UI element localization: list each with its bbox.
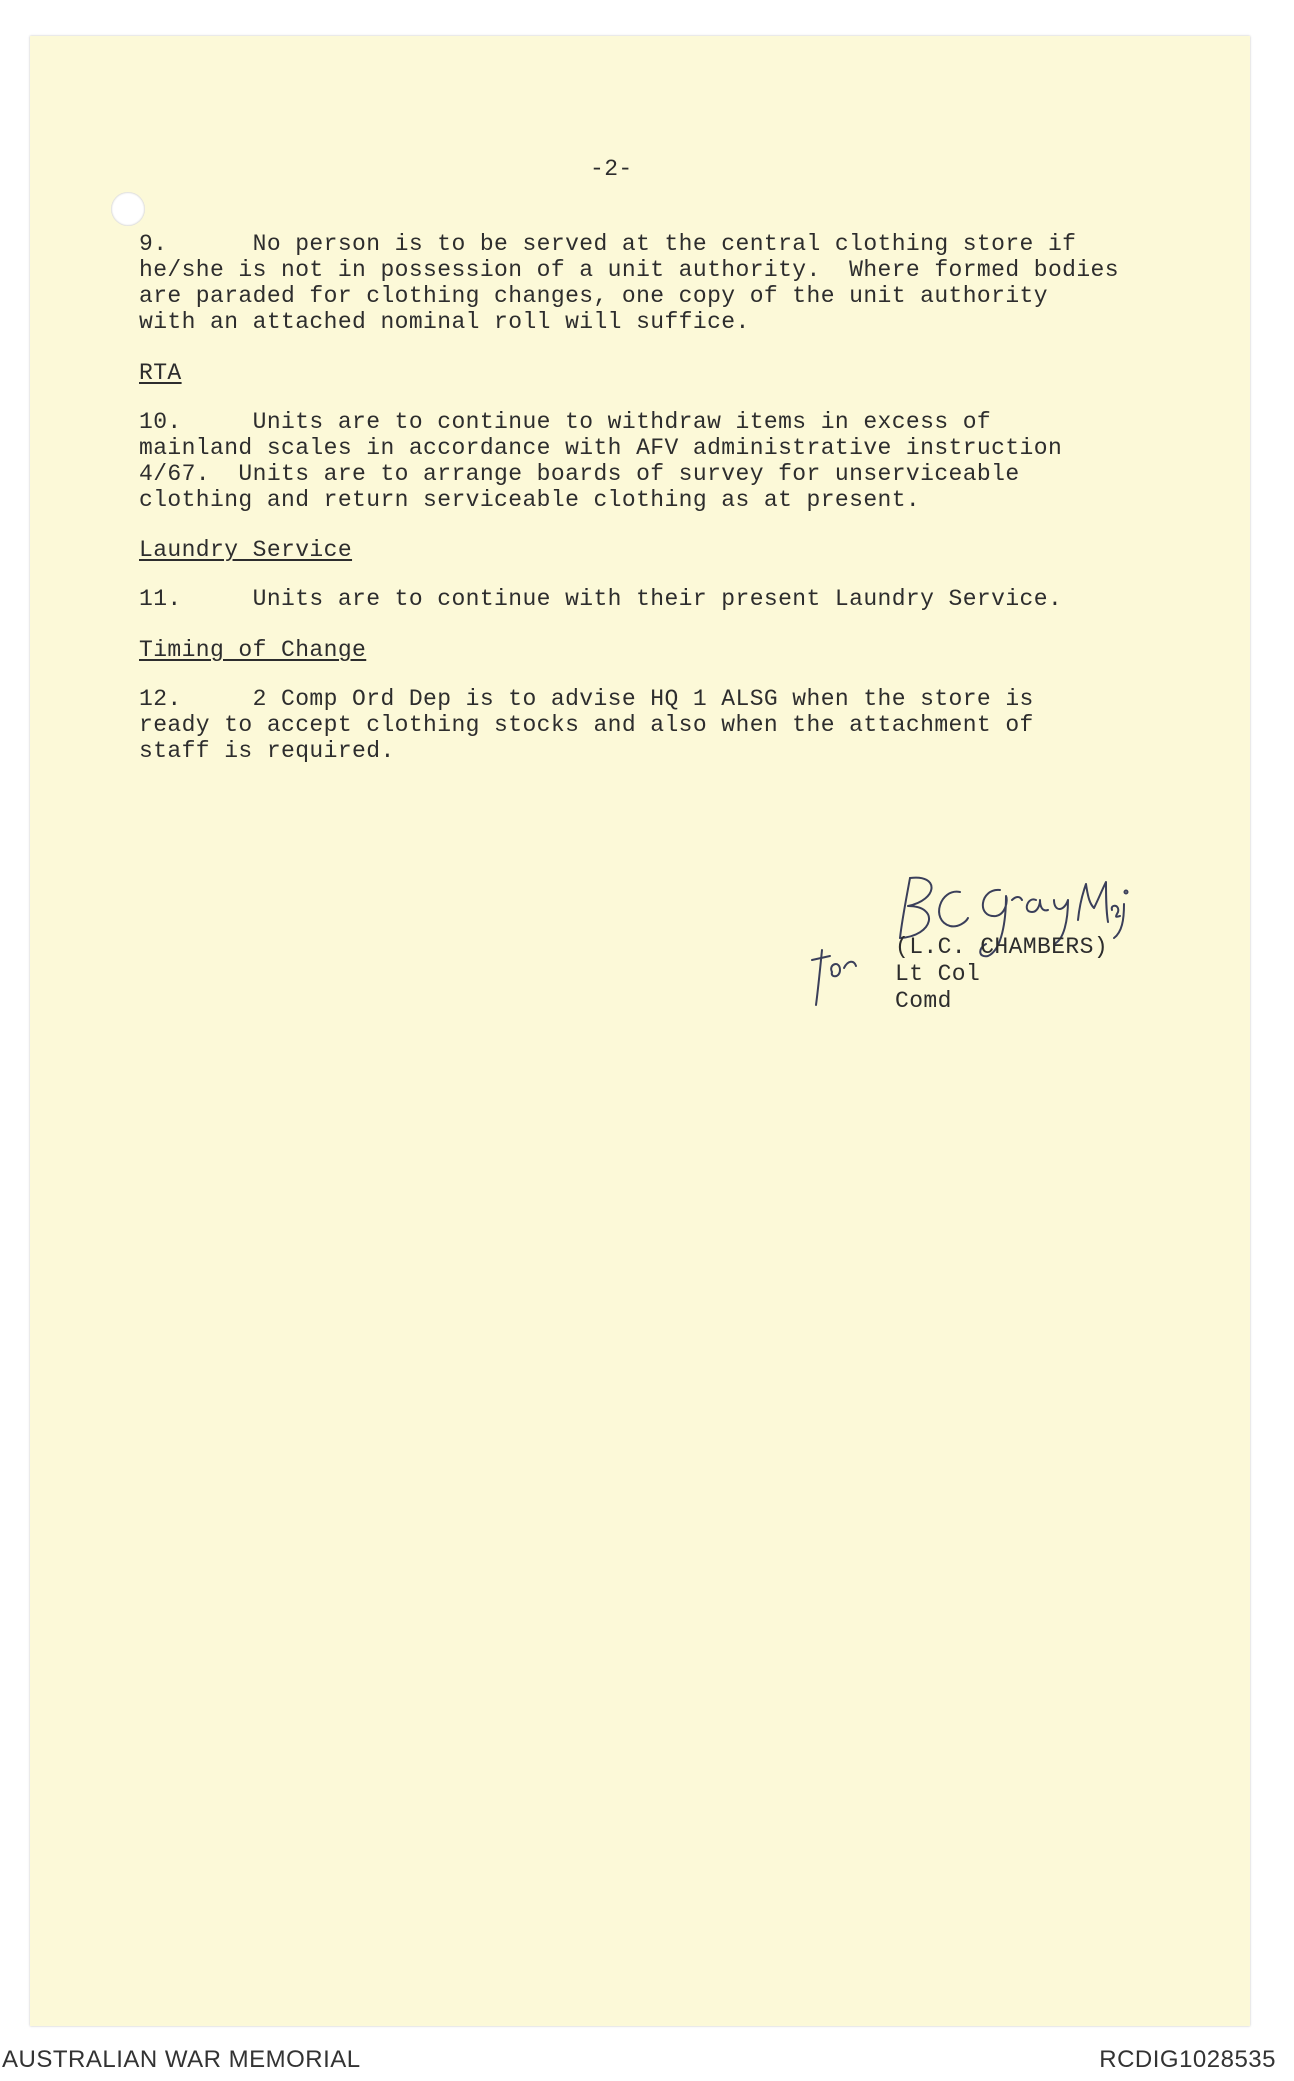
- signatory-appointment: Comd: [895, 988, 952, 1014]
- paragraph-11-line: 11. Units are to continue with their present Laundry Service.: [139, 586, 1063, 612]
- paragraph-12-line: 12. 2 Comp Ord Dep is to advise HQ 1 ALSG when the store is: [139, 686, 1034, 712]
- paragraph-10-line: 4/67. Units are to arrange boards of survey for unserviceable: [139, 461, 1020, 487]
- paragraph-10: [139, 409, 1062, 513]
- paragraph-10-line: 10. Units are to continue to withdraw items in excess of: [139, 409, 992, 435]
- paragraph-9: [139, 231, 1119, 335]
- paragraph-9-line: he/she is not in possession of a unit authority. Where formed bodies: [139, 257, 1119, 283]
- paragraph-12-line: staff is required.: [139, 738, 395, 764]
- heading-laundry-service: Laundry Service: [139, 537, 353, 563]
- signature-block: [895, 934, 1108, 1015]
- paragraph-9-line: are paraded for clothing changes, one copy of the unit authority: [139, 283, 1048, 309]
- heading-rta: RTA: [139, 360, 182, 386]
- punch-hole: [111, 192, 145, 226]
- footer-record-id: RCDIG1028535: [1099, 2046, 1276, 2073]
- paragraph-9-line: with an attached nominal roll will suffice.: [139, 309, 750, 335]
- paragraph-12-line: ready to accept clothing stocks and also when the attachment of: [139, 712, 1034, 738]
- signatory-name: (L.C. CHAMBERS): [895, 934, 1109, 960]
- footer-archive-name: AUSTRALIAN WAR MEMORIAL: [2, 2046, 361, 2073]
- page-number: -2-: [590, 156, 633, 182]
- signatory-rank: Lt Col: [895, 961, 981, 987]
- heading-timing-of-change: Timing of Change: [139, 637, 367, 663]
- paragraph-9-line: 9. No person is to be served at the central clothing store if: [139, 231, 1077, 257]
- paragraph-12: [139, 686, 1034, 764]
- paragraph-10-line: mainland scales in accordance with AFV administrative instruction: [139, 435, 1063, 461]
- paragraph-11: [139, 586, 1062, 612]
- paragraph-10-line: clothing and return serviceable clothing as at present.: [139, 487, 921, 513]
